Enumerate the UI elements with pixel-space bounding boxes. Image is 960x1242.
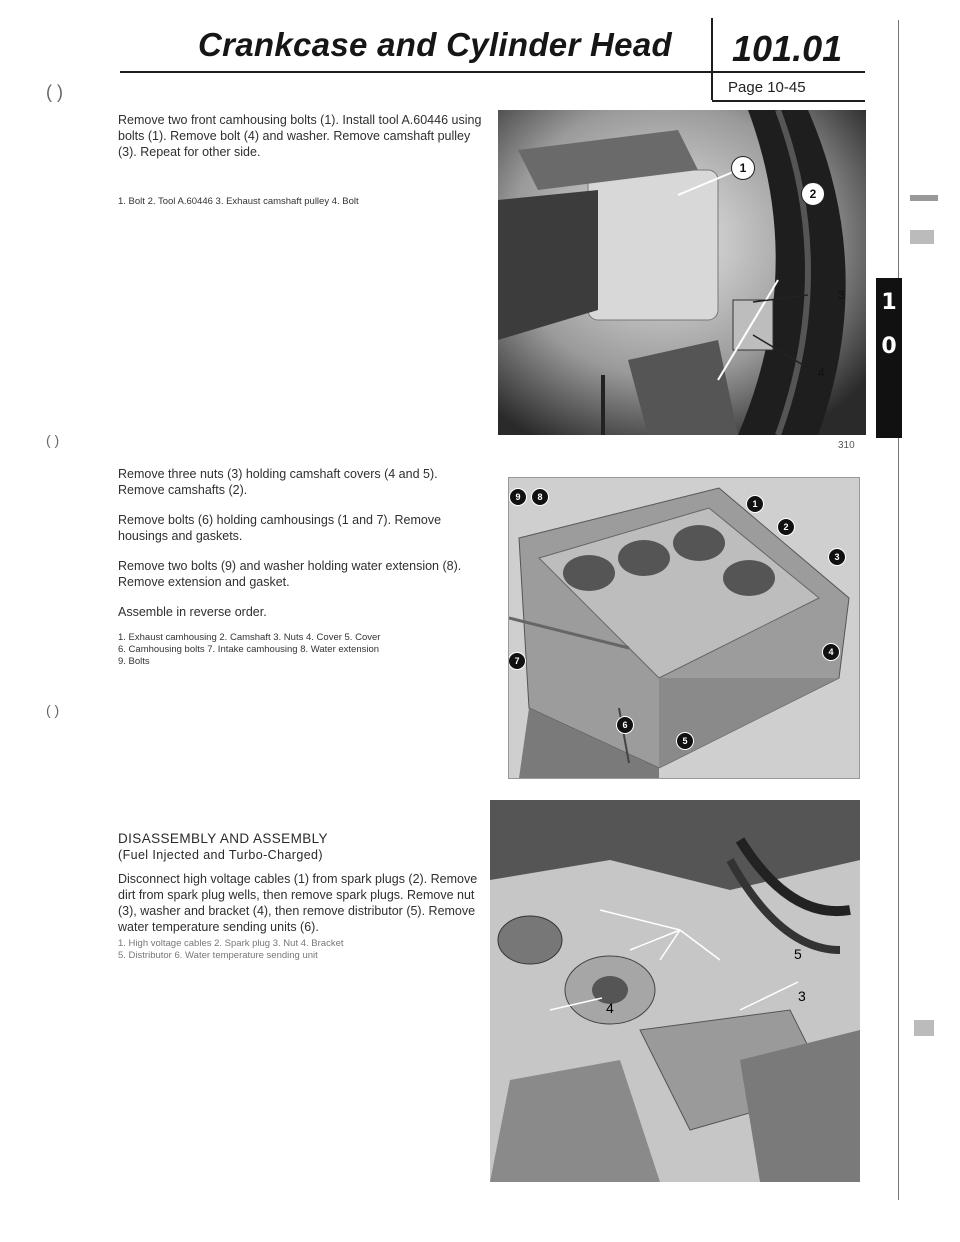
section2-paragraph: Remove two bolts (9) and washer holding water extension (8). Remove extension and gasket. bbox=[118, 559, 462, 589]
page-number: Page 10-45 bbox=[728, 79, 806, 96]
section3-heading: DISASSEMBLY AND ASSEMBLY bbox=[118, 831, 328, 846]
section-tab-digit: 1 bbox=[881, 290, 897, 315]
section-code: 101.01 bbox=[732, 28, 843, 69]
section3-subheading: (Fuel Injected and Turbo-Charged) bbox=[118, 848, 323, 862]
section1-caption: 1. Bolt 2. Tool A.60446 3. Exhaust camshaft pulley 4. Bolt bbox=[118, 196, 359, 207]
figure3-callout: 4 bbox=[606, 1000, 614, 1016]
section3-caption-line: 5. Distributor 6. Water temperature sending unit bbox=[118, 950, 318, 961]
figure-number: 310 bbox=[838, 440, 855, 451]
page-title: Crankcase and Cylinder Head bbox=[198, 26, 672, 63]
figure2-callout: 3 bbox=[828, 548, 846, 566]
figure1-callout: 2 bbox=[801, 182, 825, 206]
camshaft-pulley-photo-illustration bbox=[478, 110, 866, 435]
figure-distributor-photo bbox=[490, 800, 860, 1182]
figure2-callout: 4 bbox=[822, 643, 840, 661]
figure2-callout: 8 bbox=[531, 488, 549, 506]
section-tab-digit: 0 bbox=[881, 334, 897, 359]
section3-paragraph: Disconnect high voltage cables (1) from spark plugs (2). Remove dirt from spark plug wells, then remove spark plugs. Remove nut (3), washer and bracket (4), then remove distributor (5). Remove water temperature sending units (6). bbox=[118, 872, 478, 934]
figure2-callout: 5 bbox=[676, 732, 694, 750]
binding-edge-mark bbox=[910, 195, 938, 201]
section-tab bbox=[876, 278, 902, 438]
header-vertical-divider bbox=[711, 18, 713, 100]
section2-paragraph: Assemble in reverse order. bbox=[118, 605, 267, 619]
section3-caption-line: 1. High voltage cables 2. Spark plug 3. Nut 4. Bracket bbox=[118, 938, 344, 949]
figure-camhousing-photo bbox=[508, 477, 860, 779]
figure2-callout: 1 bbox=[746, 495, 764, 513]
page-number-underline bbox=[712, 100, 865, 102]
figure3-callout: 3 bbox=[798, 988, 806, 1004]
header-rule bbox=[120, 71, 865, 73]
section2-caption-line: 9. Bolts bbox=[118, 656, 150, 667]
margin-punch-mark: ( ) bbox=[46, 702, 60, 718]
figure3-callout: 5 bbox=[794, 946, 802, 962]
section1-paragraph: Remove two front camhousing bolts (1). Install tool A.60446 using bolts (1). Remove bolt (4) and washer. Remove camshaft pulley (3). Repeat for other side. bbox=[118, 113, 482, 159]
figure1-callout: 1 bbox=[731, 156, 755, 180]
section2-caption-line: 1. Exhaust camhousing 2. Camshaft 3. Nuts 4. Cover 5. Cover bbox=[118, 632, 381, 643]
figure2-callout: 6 bbox=[616, 716, 634, 734]
binding-edge-mark bbox=[910, 230, 934, 244]
margin-punch-mark: ( ) bbox=[46, 82, 63, 102]
margin-punch-mark: ( ) bbox=[46, 432, 60, 448]
figure2-callout: 2 bbox=[777, 518, 795, 536]
figure1-callout: 4 bbox=[818, 366, 825, 380]
section2-paragraph: Remove three nuts (3) holding camshaft covers (4 and 5). Remove camshafts (2). bbox=[118, 467, 438, 497]
section2-paragraph: Remove bolts (6) holding camhousings (1 and 7). Remove housings and gaskets. bbox=[118, 513, 442, 543]
figure2-callout: 7 bbox=[508, 652, 526, 670]
section2-caption-line: 6. Camhousing bolts 7. Intake camhousing 8. Water extension bbox=[118, 644, 380, 655]
binding-edge-mark bbox=[914, 1020, 934, 1036]
figure1-callout: 3 bbox=[838, 288, 845, 302]
figure2-callout: 9 bbox=[509, 488, 527, 506]
binding-edge-line bbox=[898, 20, 899, 1200]
figure-camshaft-pulley-photo bbox=[478, 110, 866, 435]
